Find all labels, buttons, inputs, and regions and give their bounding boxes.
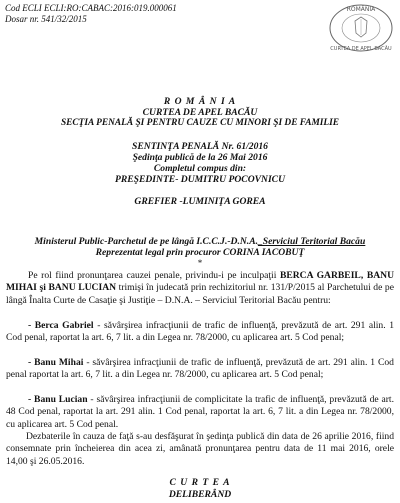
deliberating-heading: DELIBERÂND bbox=[168, 489, 232, 500]
president: PREŞEDINTE- DUMITRU POCOVNICU bbox=[114, 174, 286, 185]
court-title: CURTEA DE APEL BACĂU bbox=[142, 107, 258, 118]
prosecutor-line: Reprezentat legal prin procuror CORINA IACOBUŢ bbox=[95, 247, 305, 258]
clerk: GREFIER -LUMINIŢA GOREA bbox=[134, 196, 266, 207]
sentence-number: SENTINŢA PENALĂ Nr. 61/2016 bbox=[132, 141, 268, 152]
charge-item-1: - Berca Gabriel - săvârşirea infracţiunii de trafic de influenţă, prevăzută de art. 291 alin. 1 Cod penal, raportat la art. 6, 7 lit. a din Legea nr. 78/2000, cu aplicarea art. 5 Cod penal; bbox=[6, 320, 394, 344]
court-heading: C U R T E A bbox=[169, 477, 231, 488]
intro-paragraph: Pe rol fiind pronunţarea cauzei penale, privindu-i pe inculpaţii BERCA GARBEIL, BANU MIHAI şi BANU LUCIAN trimişi în judecată prin rechizitoriul nr. 131/P/2015 al Parchetului de pe lângă Înalta Curte de Casaţie şi Justiţie – D.N.A. – Serviciul Teritorial Bacău pentru: bbox=[6, 270, 394, 306]
separator-star: * bbox=[197, 258, 203, 268]
debate-paragraph: Dezbaterile în cauza de faţă s-au desfăşurat în şedinţa publică din data de 26 aprilie 2016, fiind consemnate prin încheierea din acea zi, amânată pronunţarea pentru data de 11 mai 2016, orele 14,00 şi 26.05.2016. bbox=[6, 431, 394, 467]
panel-label: Completul compus din: bbox=[153, 163, 247, 174]
country-title: R O M Â N I A bbox=[163, 96, 237, 107]
case-number: Dosar nr. 541/32/2015 bbox=[5, 14, 87, 24]
ecli-code: Cod ECLI ECLI:RO:CABAC:2016:019.000061 bbox=[5, 3, 177, 13]
section-title: SECŢIA PENALĂ ŞI PENTRU CAUZE CU MINORI ŞI DE FAMILIE bbox=[60, 118, 340, 128]
charge-item-3: - Banu Lucian - săvârşirea infracţiunii de complicitate la trafic de influenţă, prevăzută de art. 48 Cod penal, raportat la art. 291 alin. 1 Cod penal, raportat la art. 6, 7 lit. a din Legea nr. 78/2000, cu aplicarea art. 5 Cod penal. bbox=[6, 394, 394, 430]
ministry-line: Ministerul Public-Parchetul de pe lângă I.C.C.J.-D.N.A._Serviciul Teritorial Bacău bbox=[34, 236, 366, 247]
session-date: Şedinţa publică de la 26 Mai 2016 bbox=[132, 152, 268, 163]
svg-text:ROMÂNIA: ROMÂNIA bbox=[346, 6, 376, 13]
court-seal bbox=[328, 3, 394, 53]
svg-text:CURTEA DE APEL BACĂU: CURTEA DE APEL BACĂU bbox=[330, 46, 392, 52]
charge-item-2: - Banu Mihai - săvârşirea infracţiunii de trafic de influenţă, prevăzută de art. 291 alin. 1 Cod penal raportat la art. 6, 7 lit. a din Legea nr. 78/2000, cu aplicarea art. 5 Cod penal; bbox=[6, 357, 394, 381]
